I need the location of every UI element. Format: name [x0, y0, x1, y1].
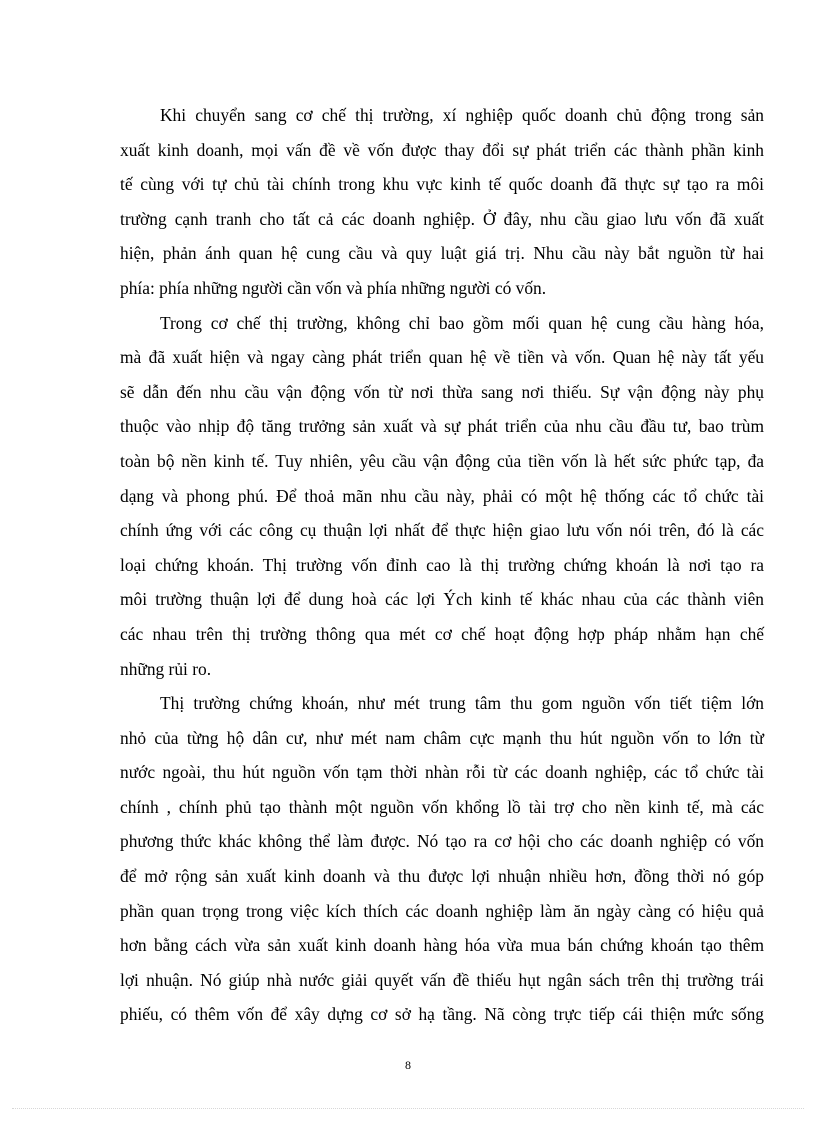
text-line: Khi chuyển sang cơ chế thị trường, xí nghiệp quốc doanh chủ động trong sản [160, 105, 764, 125]
text-line: nhỏ của từng hộ dân cư, như mét nam châm cực mạnh thu hút nguồn vốn to lớn từ [120, 727, 764, 748]
text-line: môi trường thuận lợi để dung hoà các lợi Ých kinh tế khác nhau của các thành viên [120, 589, 764, 610]
text-line: phía: phía những người cần vốn và phía những người có vốn. [120, 277, 547, 298]
text-line: các nhau trên thị trường thông qua mét cơ chế hoạt động hợp pháp nhằm hạn chế [120, 623, 764, 644]
page-bottom-divider [12, 1108, 804, 1109]
text-line: để mở rộng sản xuất kinh doanh và thu được lợi nhuận nhiều hơn, đồng thời nó góp [120, 866, 764, 887]
text-line: thuộc vào nhịp độ tăng trưởng sản xuất và sự phát triển của nhu cầu đầu tư, bao trùm [120, 416, 764, 437]
text-line: loại chứng khoán. Thị trường vốn đỉnh cao là thị trường chứng khoán là nơi tạo ra [120, 554, 764, 575]
text-line: trường cạnh tranh cho tất cả các doanh nghiệp. Ở đây, nhu cầu giao lưu vốn đã xuất [120, 208, 764, 229]
paragraph [120, 98, 764, 306]
text-line: phương thức khác không thể làm được. Nó tạo ra cơ hội cho các doanh nghiệp có vốn [120, 831, 764, 852]
text-line: lợi nhuận. Nó giúp nhà nước giải quyết vấn đề thiếu hụt ngân sách trên thị trường trái [120, 969, 764, 990]
text-line: những rủi ro. [120, 658, 212, 679]
text-line: xuất kinh doanh, mọi vấn đề về vốn được thay đổi sự phát triển các thành phần kinh [120, 139, 764, 160]
text-line: toàn bộ nền kinh tế. Tuy nhiên, yêu cầu vận động của tiền vốn là hết sức phức tạp, đa [120, 450, 764, 471]
paragraph [120, 306, 764, 687]
text-line: sẽ dẫn đến nhu cầu vận động vốn từ nơi thừa sang nơi thiếu. Sự vận động này phụ [120, 381, 764, 402]
text-line: hơn bằng cách vừa sản xuất kinh doanh hàng hóa vừa mua bán chứng khoán tạo thêm [120, 935, 764, 956]
text-line: chính ứng với các công cụ thuận lợi nhất để thực hiện giao lưu vốn nói trên, đó là các [120, 520, 764, 541]
paragraph [120, 686, 764, 1032]
text-line: Trong cơ chế thị trường, không chỉ bao gồm mối quan hệ cung cầu hàng hóa, [160, 312, 764, 333]
page-number: 8 [405, 1058, 411, 1072]
text-line: chính , chính phủ tạo thành một nguồn vốn khổng lồ tài trợ cho nền kinh tế, mà các [120, 796, 764, 817]
text-line: phiếu, có thêm vốn để xây dựng cơ sở hạ tầng. Nã còng trực tiếp cái thiện mức sống [120, 1004, 764, 1025]
text-line: tế cùng với tự chủ tài chính trong khu vực kinh tế quốc doanh đã thực sự tạo ra môi [120, 174, 764, 195]
text-line: dạng và phong phú. Để thoả mãn nhu cầu này, phải có một hệ thống các tổ chức tài [120, 485, 764, 506]
text-line: nước ngoài, thu hút nguồn vốn tạm thời nhàn rỗi từ các doanh nghiệp, các tổ chức tài [120, 762, 764, 783]
text-line: hiện, phản ánh quan hệ cung cầu và quy luật giá trị. Nhu cầu này bắt nguồn từ hai [120, 243, 764, 264]
text-line: Thị trường chứng khoán, như mét trung tâm thu gom nguồn vốn tiết tiệm lớn [160, 693, 764, 714]
body-text [120, 98, 764, 1032]
text-line: phần quan trọng trong việc kích thích các doanh nghiệp làm ăn ngày càng có hiệu quả [120, 900, 764, 921]
text-line: mà đã xuất hiện và ngay càng phát triển quan hệ về tiền và vốn. Quan hệ này tất yếu [120, 347, 764, 368]
